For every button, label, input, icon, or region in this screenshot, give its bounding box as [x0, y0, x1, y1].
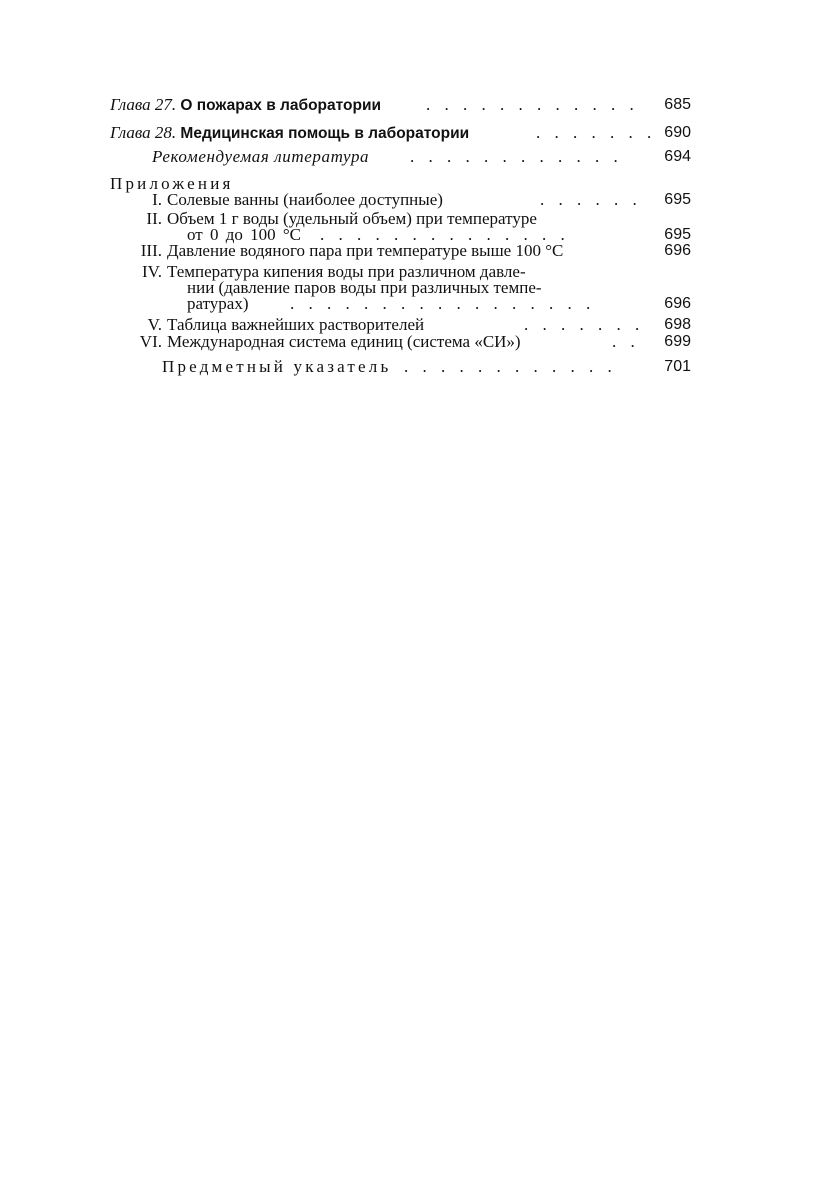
- appendix-item-text: Давление водяного пара при температуре выше 100 °С: [167, 241, 564, 260]
- dot-leader: . . . . . .: [540, 190, 642, 209]
- page-number: 685: [664, 96, 691, 113]
- literature-title: Рекомендуемая литература: [152, 147, 370, 166]
- chapter-title: О пожарах в лаборатории: [180, 97, 382, 114]
- page-number: 696: [664, 295, 691, 312]
- chapter-prefix: Глава 27.: [110, 95, 177, 114]
- index-title: Предметный указатель: [162, 357, 392, 376]
- dot-leader: . . . . . . .: [536, 123, 657, 142]
- chapter-title: Медицинская помощь в лаборатории: [180, 125, 470, 142]
- appendix-item-text: ратурах): [187, 294, 249, 313]
- toc-entry-chapter-28[interactable]: [0, 122, 840, 144]
- dot-leader: . . . . . . .: [524, 315, 645, 334]
- appendix-item-text: от 0 до 100 °С: [187, 225, 301, 244]
- appendix-item-text: Объем 1 г воды (удельный объем) при температуре: [167, 209, 537, 228]
- page-number: 701: [664, 358, 691, 375]
- roman-numeral: II.: [146, 209, 162, 228]
- dot-leader: . . . . . . . . . . . .: [410, 147, 623, 166]
- page-number: 695: [664, 191, 691, 208]
- page-number: 695: [664, 226, 691, 243]
- page-number: 696: [664, 242, 691, 259]
- page-number: 694: [664, 148, 691, 165]
- dot-leader: . . . . . . . . . . . .: [426, 95, 639, 114]
- appendix-item-text: нии (давление паров воды при различных темпе-: [187, 278, 542, 297]
- roman-numeral: V.: [147, 315, 162, 334]
- appendix-item-6[interactable]: [0, 331, 840, 353]
- page-number: 698: [664, 316, 691, 333]
- appendix-item-text: Солевые ванны (наиболее доступные): [167, 190, 443, 209]
- roman-numeral: VI.: [139, 332, 162, 351]
- roman-numeral: III.: [140, 241, 162, 260]
- toc-entry-literature[interactable]: [0, 146, 840, 168]
- appendix-item-4-continued[interactable]: [0, 293, 840, 315]
- roman-numeral: I.: [152, 190, 162, 209]
- page-number: 690: [664, 124, 691, 141]
- chapter-prefix: Глава 28.: [110, 123, 177, 142]
- appendix-item-3[interactable]: [0, 240, 840, 262]
- dot-leader: . . . . . . . . . . . .: [404, 357, 617, 376]
- toc-entry-chapter-27[interactable]: [0, 94, 840, 116]
- appendix-item-text: Международная система единиц (система «СИ»): [167, 332, 521, 351]
- toc-entry-subject-index[interactable]: [0, 356, 840, 378]
- appendix-item-text: Температура кипения воды при различном давле-: [167, 262, 526, 281]
- dot-leader: . . . . . . . . . . . . . . . . .: [290, 294, 596, 313]
- roman-numeral: IV.: [142, 262, 162, 281]
- dot-leader: . . . . . . . . . . . . . .: [320, 225, 570, 244]
- appendix-item-text: Таблица важнейших растворителей: [167, 315, 425, 334]
- page-number: 699: [664, 333, 691, 350]
- appendix-heading: Приложения: [110, 174, 234, 193]
- dot-leader: . .: [612, 332, 640, 351]
